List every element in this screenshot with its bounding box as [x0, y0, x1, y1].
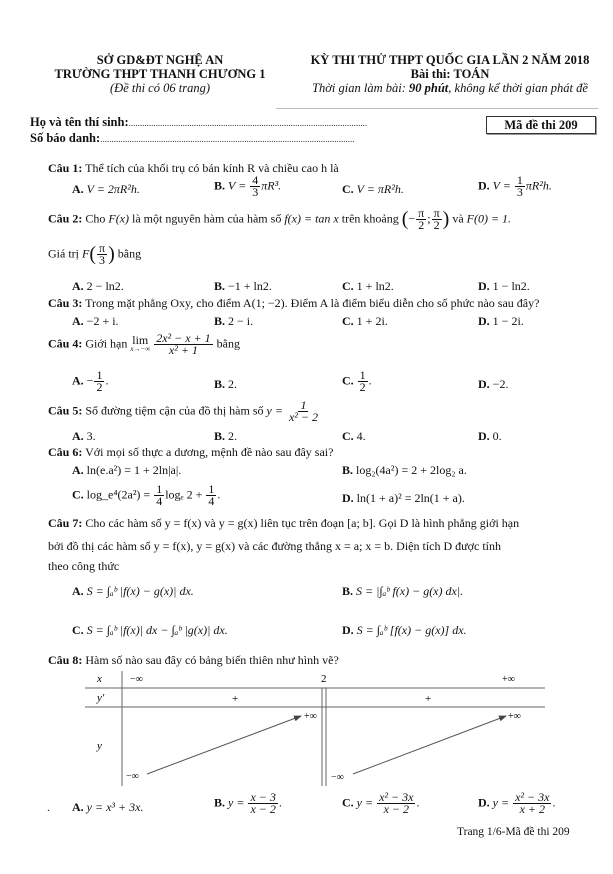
fraction [248, 792, 277, 815]
option-key: C. [342, 314, 354, 328]
question-2: Câu 2: Cho F(x) là một nguyên hàm của hàm số f(x) = tan x trên khoảng (− $\frac{\pi}{2}$ ; $\frac{\pi}{2}$ ) và F(0) = 1. [48, 206, 512, 232]
option-value: 0. [492, 429, 502, 443]
option-value: ln(e.a²) = 1 + 2ln|a|. [86, 463, 182, 477]
x-value-2: 2 [321, 673, 327, 685]
option-value-prefix: V = [228, 178, 250, 193]
option-value-suffix: . [368, 373, 372, 388]
question-label: Câu 6: [48, 445, 83, 459]
candidate-name-label: Họ và tên thí sinh: [30, 115, 129, 129]
numerator: 1 [516, 173, 523, 187]
text-part: Giới hạn [85, 336, 131, 351]
option-value: y = x³ + 3x. [86, 800, 144, 814]
text-part: F(x) [108, 211, 130, 226]
question-2-line2: Giá trị F( $\frac{\pi}{3}$ ) bằng [48, 241, 142, 267]
row-label-y: y [97, 740, 102, 752]
option-value-prefix: y = [492, 795, 513, 810]
sign-right: + [425, 693, 432, 705]
option-key: A. [72, 182, 84, 196]
option-value: 2 − ln2. [86, 279, 124, 293]
question-7-line3: theo công thức [48, 559, 120, 573]
option-value: V = πR²h. [356, 182, 404, 196]
option-value: 3. [86, 429, 96, 443]
option-key: C. [72, 487, 84, 502]
question-text: Hàm số nào sau đây có bảng biến thiên như hình vẽ? [85, 653, 339, 667]
paren-open: ( [401, 208, 409, 230]
option-value-suffix: πR³. [261, 178, 282, 193]
option-key: D. [342, 623, 354, 637]
option-value-prefix: y = [228, 795, 248, 810]
question-label: Câu 7: [48, 516, 83, 530]
stray-dot: . [47, 800, 50, 814]
option-value: 1 − 2i. [492, 314, 524, 328]
text-part: và [449, 211, 467, 226]
time-note-suffix: , không kể thời gian phát đề [448, 81, 588, 95]
page-footer: Trang 1/6-Mã đề thi 209 [457, 826, 570, 838]
paren-close: ) [442, 208, 450, 230]
option-value-suffix: . [105, 373, 109, 388]
option-key: D. [478, 279, 490, 293]
y-left-start: −∞ [126, 771, 139, 782]
question-label: Câu 1: [48, 161, 83, 175]
option-value: log₂(4a²) = 2 + 2log₂ a. [356, 463, 467, 477]
candidate-id-label: Số báo danh: [30, 131, 101, 145]
numerator: 2x² − x + 1 [156, 331, 211, 345]
option-value: S = |∫ₐᵇ f(x) − g(x) dx|. [356, 584, 464, 598]
candidate-id-field[interactable]: ................................................................................................................. [100, 134, 355, 144]
function-prefix: y = [266, 403, 286, 418]
sign-left: + [232, 693, 239, 705]
denominator: x² − 2 [288, 410, 318, 424]
increasing-arrow-left [147, 716, 301, 774]
denominator: x − 2 [250, 802, 276, 816]
text-part: bằng [114, 246, 142, 261]
x-value-neg-inf: −∞ [130, 674, 143, 685]
y-right-start: −∞ [331, 772, 344, 783]
option-key: A. [72, 429, 84, 443]
option-value-suffix: . [217, 487, 221, 502]
option-key: B. [214, 795, 226, 810]
option-key: B. [214, 279, 226, 293]
increasing-arrow-right [353, 716, 506, 774]
candidate-name-field[interactable]: .......................................................................................................... [128, 118, 368, 128]
department-name: SỞ GD&ĐT NGHỆ AN [96, 53, 224, 67]
fraction [377, 792, 415, 815]
denominator: 2 [96, 380, 103, 394]
option-value-prefix: − [86, 373, 94, 388]
time-note-prefix: Thời gian làm bài: [312, 81, 410, 95]
option-value: −2. [492, 377, 509, 391]
option-value-prefix: V = [492, 178, 514, 193]
text-part: Giá trị [48, 246, 82, 261]
text-part: Số đường tiệm cận của đồ thị hàm số [85, 403, 267, 418]
q8-option-d[interactable] [478, 792, 555, 815]
denominator: x − 2 [383, 802, 409, 816]
exam-code-box: Mã đề thi 209 [486, 116, 596, 134]
denominator: 2 [359, 380, 366, 394]
option-key: A. [72, 800, 84, 814]
option-key: C. [342, 182, 354, 196]
question-label: Câu 8: [48, 653, 83, 667]
option-key: A. [72, 373, 84, 388]
text-part: là một nguyên hàm của hàm số [129, 211, 285, 226]
lim-word: lim [132, 332, 149, 347]
option-value-prefix: log_e⁴(2a²) = [86, 487, 154, 502]
option-value: −1 + ln2. [228, 279, 272, 293]
option-value-suffix: πR²h. [525, 178, 552, 193]
numerator: 4 [252, 173, 259, 187]
text-part: bằng [213, 336, 240, 351]
option-key: D. [478, 377, 490, 391]
numerator: 1 [208, 482, 215, 496]
denominator: 4 [208, 494, 215, 508]
option-key: C. [342, 429, 354, 443]
numerator: 1 [300, 398, 307, 412]
option-value: −2 + i. [86, 314, 119, 328]
option-key: B. [214, 429, 226, 443]
option-value: S = ∫ₐᵇ [f(x) − g(x)] dx. [356, 623, 467, 637]
numerator: 1 [156, 482, 163, 496]
option-key: A. [72, 279, 84, 293]
subject: Bài thi: TOÁN [410, 67, 490, 81]
option-value: 1 + 2i. [356, 314, 388, 328]
option-key: B. [214, 314, 226, 328]
option-key: C. [342, 373, 354, 388]
numerator: π [433, 206, 440, 220]
option-key: A. [72, 314, 84, 328]
option-key: D. [478, 178, 490, 193]
option-key: B. [342, 584, 354, 598]
denominator: 2 [433, 218, 440, 232]
numerator: x − 3 [250, 790, 276, 804]
exam-title: KỲ THI THỬ THPT QUỐC GIA LẦN 2 NĂM 2018 [310, 53, 590, 67]
option-value: S = ∫ₐᵇ |f(x) − g(x)| dx. [86, 584, 194, 598]
option-value: ln(1 + a)² = 2ln(1 + a). [356, 491, 465, 505]
question-label: Câu 2: [48, 211, 83, 226]
text-part: f(x) = tan x [284, 211, 339, 226]
option-value-suffix: . [278, 795, 282, 810]
option-value: 1 + ln2. [356, 279, 394, 293]
denominator: 2 [418, 218, 425, 232]
option-key: B. [342, 463, 354, 477]
page-count-note: (Đề thi có 06 trang) [110, 81, 210, 95]
option-key: D. [478, 314, 490, 328]
option-key: D. [478, 429, 490, 443]
paren-open: ( [89, 243, 97, 265]
option-value-prefix: y = [356, 795, 377, 810]
y-right-end: +∞ [508, 711, 521, 722]
text-part: trên khoảng [338, 211, 402, 226]
text-part: Cho [85, 211, 109, 226]
question-label: Câu 4: [48, 336, 83, 351]
row-label-y-prime: y′ [97, 692, 105, 704]
option-key: A. [72, 584, 84, 598]
option-value: 2. [228, 429, 238, 443]
option-key: C. [72, 623, 84, 637]
denominator: 4 [156, 494, 163, 508]
question-text: Với mọi số thực a dương, mệnh đề nào sau đây sai? [85, 445, 334, 459]
q8-option-c[interactable] [342, 792, 419, 815]
numerator: 1 [359, 368, 366, 382]
option-key: C. [342, 279, 354, 293]
question-label: Câu 5: [48, 403, 83, 418]
option-key: D. [342, 491, 354, 505]
option-key: D. [478, 795, 490, 810]
y-left-end: +∞ [304, 711, 317, 722]
numerator: π [418, 206, 425, 220]
option-key: B. [214, 377, 226, 391]
option-key: C. [342, 795, 354, 810]
numerator: 1 [96, 368, 103, 382]
school-name: TRƯỜNG THPT THANH CHƯƠNG 1 [54, 67, 266, 81]
option-key: B. [214, 178, 226, 193]
question-text: Cho các hàm số y = f(x) và y = g(x) liên tục trên đoạn [a; b]. Gọi D là hình phẳng giới hạn [85, 516, 520, 530]
denominator: x² + 1 [168, 343, 198, 357]
denominator: 3 [99, 253, 106, 267]
option-value: V = 2πR²h. [86, 182, 140, 196]
option-value: 4. [356, 429, 366, 443]
paren-close: ) [108, 243, 115, 265]
text-part: F(0) = 1. [466, 211, 512, 226]
numerator: π [99, 241, 106, 255]
option-value-mid: logₑ 2 + [165, 487, 206, 502]
denominator: x + 2 [519, 802, 545, 816]
row-label-x: x [97, 673, 102, 685]
fraction [513, 792, 551, 815]
numerator: x² − 3x [515, 790, 550, 804]
option-value: 2 − i. [228, 314, 254, 328]
option-value-suffix: . [552, 795, 556, 810]
question-7-line2: bởi đồ thị các hàm số y = f(x), y = g(x) và các đường thẳng x = a; x = b. Diện tích D được tính [48, 539, 502, 553]
option-key: A. [72, 463, 84, 477]
denominator: 3 [252, 185, 259, 199]
x-value-pos-inf: +∞ [502, 674, 515, 685]
lim-subscript: x→−∞ [130, 344, 151, 353]
option-value: S = ∫ₐᵇ |f(x)| dx − ∫ₐᵇ |g(x)| dx. [86, 623, 228, 637]
numerator: x² − 3x [379, 790, 414, 804]
q8-option-b[interactable] [214, 792, 282, 815]
question-label: Câu 3: [48, 296, 83, 310]
denominator: 3 [516, 185, 523, 199]
time-note-duration: 90 phút [409, 81, 449, 95]
question-text: Thể tích của khối trụ có bán kính R và chiều cao h là [85, 161, 339, 175]
q8-option-a[interactable] [72, 800, 143, 815]
option-value-suffix: . [416, 795, 420, 810]
option-value: 2. [228, 377, 238, 391]
option-value: 1 − ln2. [492, 279, 530, 293]
question-text: Trong mặt phẳng Oxy, cho điểm A(1; −2). Điểm A là điểm biểu diễn cho số phức nào sau đây? [85, 296, 540, 310]
